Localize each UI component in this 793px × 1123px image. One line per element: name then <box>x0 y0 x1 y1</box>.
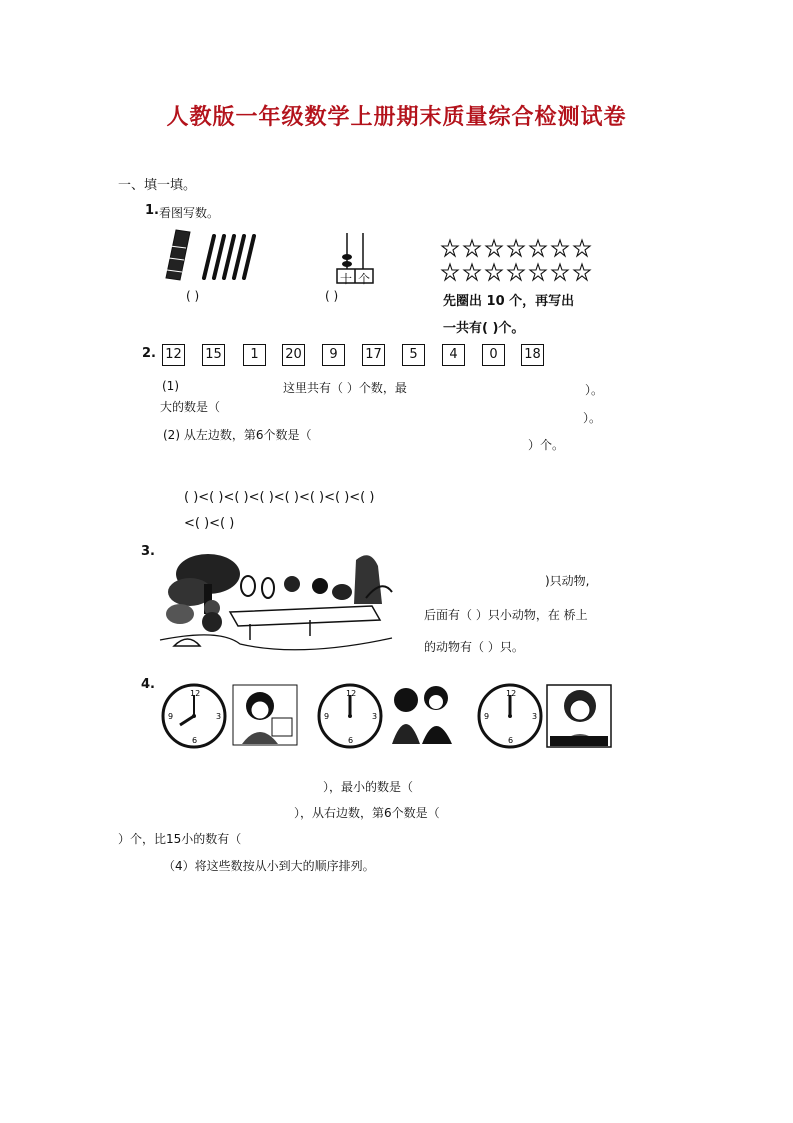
q2-sub2-text: (2) 从左边数，第6个数是（ <box>163 428 312 442</box>
number-box: 4 <box>442 344 465 366</box>
q1-abacus-answer[interactable]: ( ) <box>325 289 339 303</box>
number-box: 18 <box>521 344 544 366</box>
svg-text:6: 6 <box>348 736 354 745</box>
overflow-line2: ），从右边数，第6个数是（ <box>294 806 440 820</box>
animals-on-bridge-illustration <box>160 548 392 660</box>
stars-illustration <box>440 238 600 284</box>
q4-number: 4. <box>141 677 155 692</box>
stars-instruction-line2[interactable]: 一共有( )个。 <box>443 321 525 336</box>
q2-sub1-right: ）。 <box>585 383 604 397</box>
abacus-ten-label: 十 <box>340 272 353 286</box>
sticks-bundle-illustration <box>160 226 280 284</box>
number-box: 12 <box>162 344 185 366</box>
ordering-blanks-line1[interactable]: ( )<( )<( )<( )<( )<( )<( )<( ) <box>184 490 375 505</box>
overflow-line1: ），最小的数是（ <box>323 780 414 794</box>
child-eating-illustration <box>546 684 612 748</box>
q2-sub2-right: ）个。 <box>528 438 565 452</box>
q2-sub1-line2: 大的数是（ <box>160 400 221 414</box>
svg-text:9: 9 <box>324 712 330 721</box>
svg-text:6: 6 <box>508 736 514 745</box>
number-box: 15 <box>202 344 225 366</box>
clock-illustration <box>317 683 383 749</box>
svg-text:12: 12 <box>190 689 201 698</box>
clock-illustration <box>477 683 543 749</box>
number-box: 0 <box>482 344 505 366</box>
q3-line2[interactable]: 后面有（ ）只小动物，在 桥上 <box>424 608 588 622</box>
section-heading: 一、填一填。 <box>118 178 197 193</box>
overflow-line3: ）个，比15小的数有（ <box>118 832 242 846</box>
svg-text:9: 9 <box>484 712 490 721</box>
q3-number: 3. <box>141 544 155 559</box>
q2-sub1-text: 这里共有（ ）个数，最 <box>283 381 407 395</box>
number-box: 9 <box>322 344 345 366</box>
q3-line3[interactable]: 的动物有（ ）只。 <box>424 640 524 654</box>
svg-text:3: 3 <box>372 712 378 721</box>
page-title: 人教版一年级数学上册期末质量综合检测试卷 <box>166 104 627 130</box>
q2-number: 2. <box>142 346 156 361</box>
svg-text:6: 6 <box>192 736 198 745</box>
svg-text:3: 3 <box>216 712 222 721</box>
children-talking-illustration <box>386 684 458 746</box>
svg-text:12: 12 <box>346 689 357 698</box>
overflow-line4: （4）将这些数按从小到大的顺序排列。 <box>163 859 375 873</box>
clock-illustration <box>161 683 227 749</box>
q1-instruction: 看图写数。 <box>159 206 220 220</box>
q1-number: 1. <box>145 203 159 218</box>
svg-text:12: 12 <box>506 689 517 698</box>
q2-sub1-line2-right: ）。 <box>583 411 602 425</box>
q3-line1: )只动物, <box>545 574 590 588</box>
number-box: 1 <box>243 344 266 366</box>
svg-text:9: 9 <box>168 712 174 721</box>
number-box: 20 <box>282 344 305 366</box>
stars-instruction-line1: 先圈出 10 个，再写出 <box>443 294 575 309</box>
q2-sub1-label: (1) <box>162 379 179 393</box>
q1-sticks-answer[interactable]: ( ) <box>186 289 200 303</box>
number-box: 17 <box>362 344 385 366</box>
svg-text:3: 3 <box>532 712 538 721</box>
abacus-one-label: 个 <box>358 272 371 286</box>
ordering-blanks-line2[interactable]: <( )<( ) <box>184 516 235 531</box>
number-box: 5 <box>402 344 425 366</box>
child-reading-illustration <box>232 684 298 746</box>
